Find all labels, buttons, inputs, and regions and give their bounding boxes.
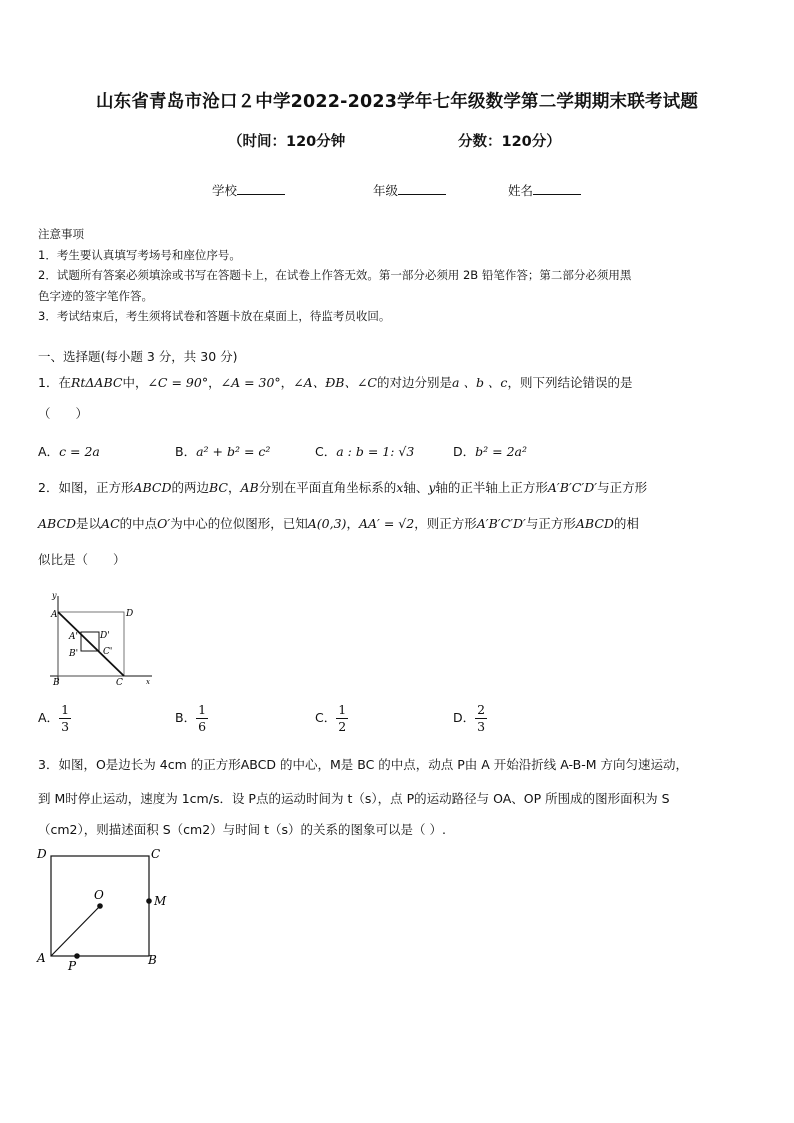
question-3-line-3: （cm2），则描述面积 S（cm2）与时间 t（s）的关系的图象可以是（ ）. xyxy=(38,822,446,837)
exam-score: 分数：120分） xyxy=(458,134,561,150)
q2-square: A′B′C′D′ xyxy=(547,480,598,495)
q2-option-d[interactable] xyxy=(453,702,487,735)
q2-axis: y xyxy=(428,480,436,495)
question-2-line-1 xyxy=(38,477,758,498)
point-m xyxy=(146,898,152,904)
notes-item: 色字迹的签字笔作答。 xyxy=(38,288,153,303)
label-m: M xyxy=(154,894,167,908)
label-x: x xyxy=(146,678,150,686)
option-expr: b² = 2a² xyxy=(475,444,527,459)
q2-text: 分别在平面直角坐标系的 xyxy=(258,480,397,495)
q1-option-b[interactable] xyxy=(175,442,270,460)
option-label: B． xyxy=(175,444,197,459)
numerator: 1 xyxy=(338,702,347,717)
q2-square: A′B′C′D′ xyxy=(476,516,526,531)
label-a: A xyxy=(37,951,46,965)
q1-option-c[interactable] xyxy=(315,442,414,460)
name-blank xyxy=(533,182,581,195)
question-3-line-1: 3．如图，O是边长为 4cm 的正方形ABCD 的中心，M是 BC 的中点，动点 P由 A 开始沿折线 A-B-M 方向匀速运动， xyxy=(38,757,688,772)
q2-text: 轴的正半轴上正方形 xyxy=(435,480,548,495)
label-d: D xyxy=(126,609,134,619)
point-o xyxy=(97,903,103,909)
label-c: C xyxy=(116,678,123,688)
q2-text: ，则正方形 xyxy=(414,516,477,531)
q1-text: ， xyxy=(208,375,221,390)
q2-text: ， xyxy=(228,480,241,495)
option-expr: a² + b² = c² xyxy=(196,444,271,459)
question-2-line-2 xyxy=(38,513,758,534)
point-p xyxy=(74,953,80,959)
q3-figure xyxy=(34,842,179,972)
q2-point: A(0,3) xyxy=(307,516,347,531)
school-label: 学校 xyxy=(212,183,238,198)
q2-figure xyxy=(40,588,160,688)
q2-side: BC xyxy=(209,480,228,495)
numerator: 1 xyxy=(61,702,70,717)
numerator: 1 xyxy=(198,702,207,717)
q2-text: 与正方形 xyxy=(597,480,648,495)
exam-time: （时间：120分钟 xyxy=(228,134,346,150)
q1-angle-a: ∠A = 30° xyxy=(220,375,281,390)
name-field xyxy=(508,181,581,199)
label-o: O xyxy=(94,888,104,902)
school-blank xyxy=(237,182,285,195)
q2-square: ABCD xyxy=(38,516,77,531)
q1-text: 1．在 xyxy=(38,375,71,390)
q1-option-a[interactable] xyxy=(38,442,100,460)
diagonal-ac xyxy=(58,612,124,676)
option-label: A． xyxy=(38,444,60,459)
option-label: D． xyxy=(453,444,476,459)
option-label: D． xyxy=(453,710,476,725)
q1-text: ， xyxy=(280,375,294,390)
notes-heading: 注意事项 xyxy=(38,227,84,241)
label-c: C xyxy=(151,847,161,861)
fraction xyxy=(475,702,487,735)
section-title: 一、选择题(每小题 3 分，共 30 分) xyxy=(38,349,238,364)
label-a-prime: A' xyxy=(69,632,78,642)
label-a: A xyxy=(51,610,58,620)
label-b: B xyxy=(53,678,60,688)
option-label: A． xyxy=(38,710,60,725)
q2-option-b[interactable] xyxy=(175,702,208,735)
grade-blank xyxy=(398,182,446,195)
page-title: 山东省青岛市沧口２中学2022-2023学年七年级数学第二学期期末联考试题 xyxy=(95,92,699,112)
label-d: D xyxy=(37,847,47,861)
q2-text: 的两边 xyxy=(171,480,210,495)
segment-oa xyxy=(51,906,100,956)
q2-square: ABCD xyxy=(133,480,172,495)
q2-option-a[interactable] xyxy=(38,702,71,735)
q1-triangle: RtΔABC xyxy=(70,375,123,390)
notes-item: 1．考生要认真填写考场号和座位序号。 xyxy=(38,247,241,262)
option-label: C． xyxy=(315,710,337,725)
q2-text: 的中点 xyxy=(119,516,158,531)
label-c-prime: C' xyxy=(103,647,113,657)
q2-text: 与正方形 xyxy=(525,516,576,531)
q2-text: 为中心的位似图形，已知 xyxy=(170,516,308,531)
q2-center: O′ xyxy=(157,516,171,531)
notes-block xyxy=(38,224,758,327)
q1-text: 的对边分别是 xyxy=(377,375,453,390)
q1-angles: ∠A、ÐB、∠C xyxy=(293,375,378,390)
label-b-prime: B' xyxy=(69,649,79,659)
option-label: C． xyxy=(315,444,337,459)
label-y: y xyxy=(52,591,57,600)
fraction xyxy=(196,702,208,735)
grade-label: 年级 xyxy=(373,183,399,198)
q2-side: AC xyxy=(101,516,120,531)
fraction xyxy=(336,702,348,735)
q2-text: 的相 xyxy=(613,516,639,531)
label-p: P xyxy=(68,959,77,972)
label-d-prime: D' xyxy=(100,631,110,641)
q2-side: AB xyxy=(240,480,259,495)
denominator: 3 xyxy=(61,719,70,734)
q2-text: 2．如图，正方形 xyxy=(38,480,134,495)
name-label: 姓名 xyxy=(508,183,534,198)
q2-text: ， xyxy=(346,516,359,531)
q2-axis: x xyxy=(396,480,404,495)
option-label: B． xyxy=(175,710,197,725)
question-3-line-2: 到 M时停止运动，速度为 1cm/s．设 P点的运动时间为 t（s），点 P的运动路径与 OA、OP 所围成的图形面积为 S xyxy=(38,791,670,806)
option-expr: c = 2a xyxy=(59,444,100,459)
q2-text: 轴、 xyxy=(403,480,429,495)
q1-angle-c: ∠C = 90° xyxy=(147,375,209,390)
question-1-paren: （ ） xyxy=(38,406,89,421)
numerator: 2 xyxy=(477,702,486,717)
question-1-stem xyxy=(38,372,758,393)
denominator: 2 xyxy=(338,719,347,734)
denominator: 6 xyxy=(198,719,207,734)
option-expr: a : b = 1: √3 xyxy=(336,444,415,459)
fraction xyxy=(59,702,71,735)
q1-text: ，则下列结论错误的是 xyxy=(507,375,633,390)
school-field xyxy=(212,181,285,199)
q1-option-d[interactable] xyxy=(453,442,527,460)
q2-length: AA′ = √2 xyxy=(358,516,415,531)
notes-item: 2．试题所有答案必须填涂或书写在答题卡上，在试卷上作答无效。第一部分必须用 2B 铅笔作答；第二部分必须用黑 xyxy=(38,268,632,282)
q1-sides: a 、b 、c xyxy=(452,375,508,390)
q2-text: 是以 xyxy=(76,516,102,531)
notes-item: 3．考试结束后，考生须将试卷和答题卡放在桌面上，待监考员收回。 xyxy=(38,309,391,323)
q2-option-c[interactable] xyxy=(315,702,348,735)
label-b: B xyxy=(148,953,157,967)
question-2-line-3: 似比是（ ） xyxy=(38,552,126,567)
q1-text: 中， xyxy=(122,375,148,390)
denominator: 3 xyxy=(477,719,486,734)
q2-square: ABCD xyxy=(575,516,614,531)
grade-field xyxy=(373,181,446,199)
